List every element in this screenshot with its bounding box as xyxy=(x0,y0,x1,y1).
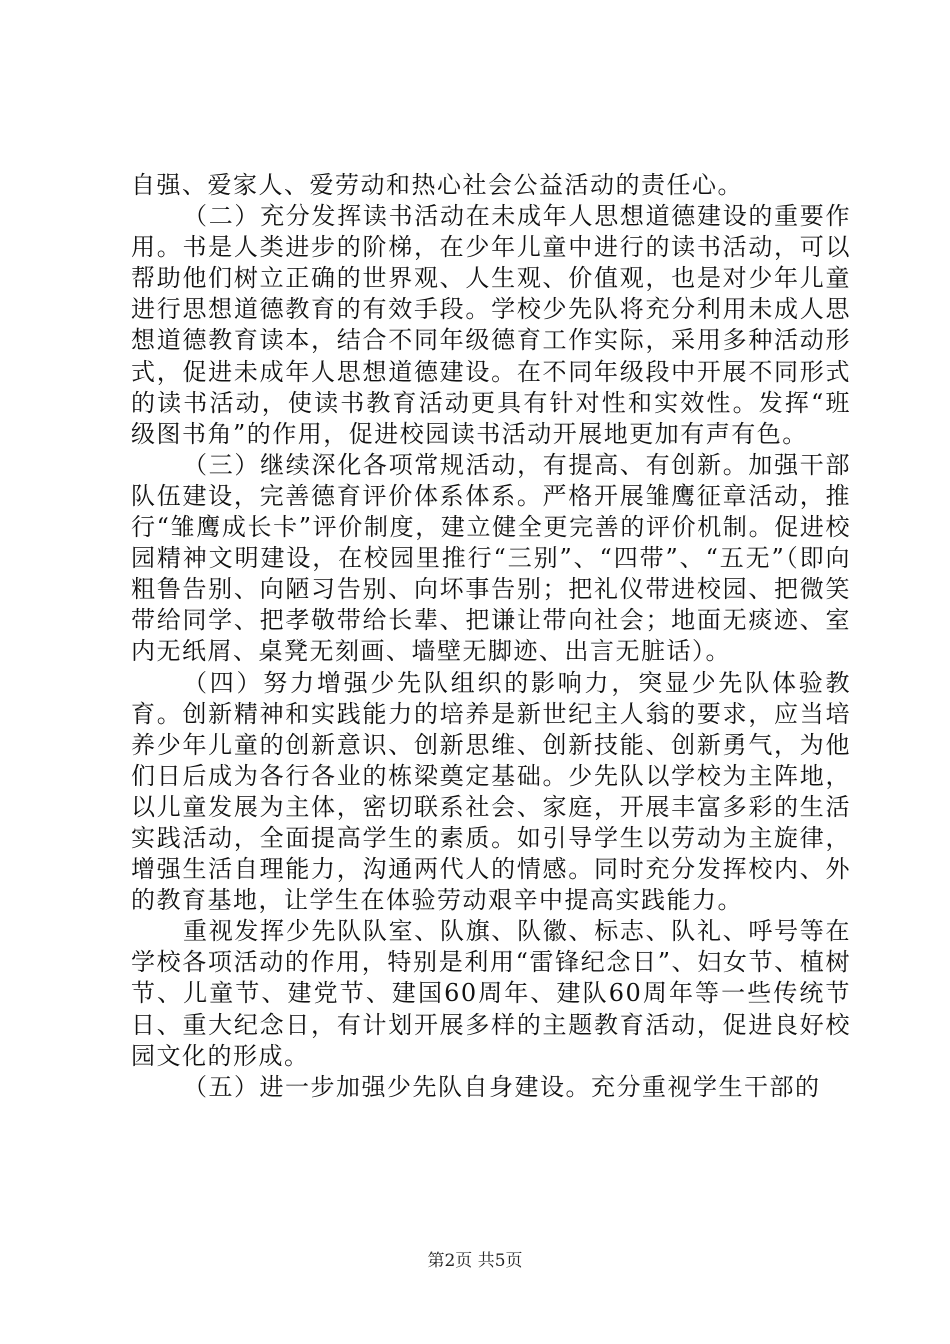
paragraph-continuation: 自强、爱家人、爱劳动和热心社会公益活动的责任心。 xyxy=(131,171,743,199)
paragraph-section-3: （三）继续深化各项常规活动，有提高、有创新。加强干部队伍建设，完善德育评价体系体系。严格开展雏鹰征章活动，推行“雏鹰成长卡”评价制度，建立健全更完善的评价机制。促进校园精神文明建设，在校园里推行“三别”、“四带”、“五无”（即向粗鲁告别、向陋习告别、向坏事告别；把礼仪带进校园、把微笑带给同学、把孝敬带给长辈、把谦让带向社会；地面无痰迹、室内无纸屑、桌凳无刻画、墙壁无脚迹、出言无脏话）。 xyxy=(131,450,851,666)
paragraph-section-2: （二）充分发挥读书活动在未成年人思想道德建设的重要作用。书是人类进步的阶梯，在少年儿童中进行的读书活动，可以帮助他们树立正确的世界观、人生观、价值观，也是对少年儿童进行思想道德教育的有效手段。学校少先队将充分利用未成人思想道德教育读本，结合不同年级德育工作实际，采用多种活动形式，促进未成年人思想道德建设。在不同年级段中开展不同形式的读书活动，使读书教育活动更具有针对性和实效性。发挥“班级图书角”的作用，促进校园读书活动开展地更加有声有色。 xyxy=(131,202,851,448)
paragraph-section-4: （四）努力增强少先队组织的影响力，突显少先队体验教育。创新精神和实践能力的培养是新世纪主人翁的要求，应当培养少年儿童的创新意识、创新思维、创新技能、创新勇气，为他们日后成为各行各业的栋梁奠定基础。少先队以学校为主阵地，以儿童发展为主体，密切联系社会、家庭，开展丰富多彩的生活实践活动，全面提高学生的素质。如引导学生以劳动为主旋律，增强生活自理能力，沟通两代人的情感。同时充分发挥校内、外的教育基地，让学生在体验劳动艰辛中提高实践能力。 xyxy=(131,668,851,915)
document-body xyxy=(131,170,851,1103)
paragraph-section-4-cont: 重视发挥少先队队室、队旗、队徽、标志、队礼、呼号等在学校各项活动的作用，特别是利用“雷锋纪念日”、妇女节、植树节、儿童节、建党节、建国60周年、建队60周年等一些传统节日、重大纪念日，有计划开展多样的主题教育活动，促进良好校园文化的形成。 xyxy=(131,917,851,1070)
page-footer: 第2页 共5页 xyxy=(427,1251,523,1271)
paragraph-section-5: （五）进一步加强少先队自身建设。充分重视学生干部的 xyxy=(183,1072,821,1101)
